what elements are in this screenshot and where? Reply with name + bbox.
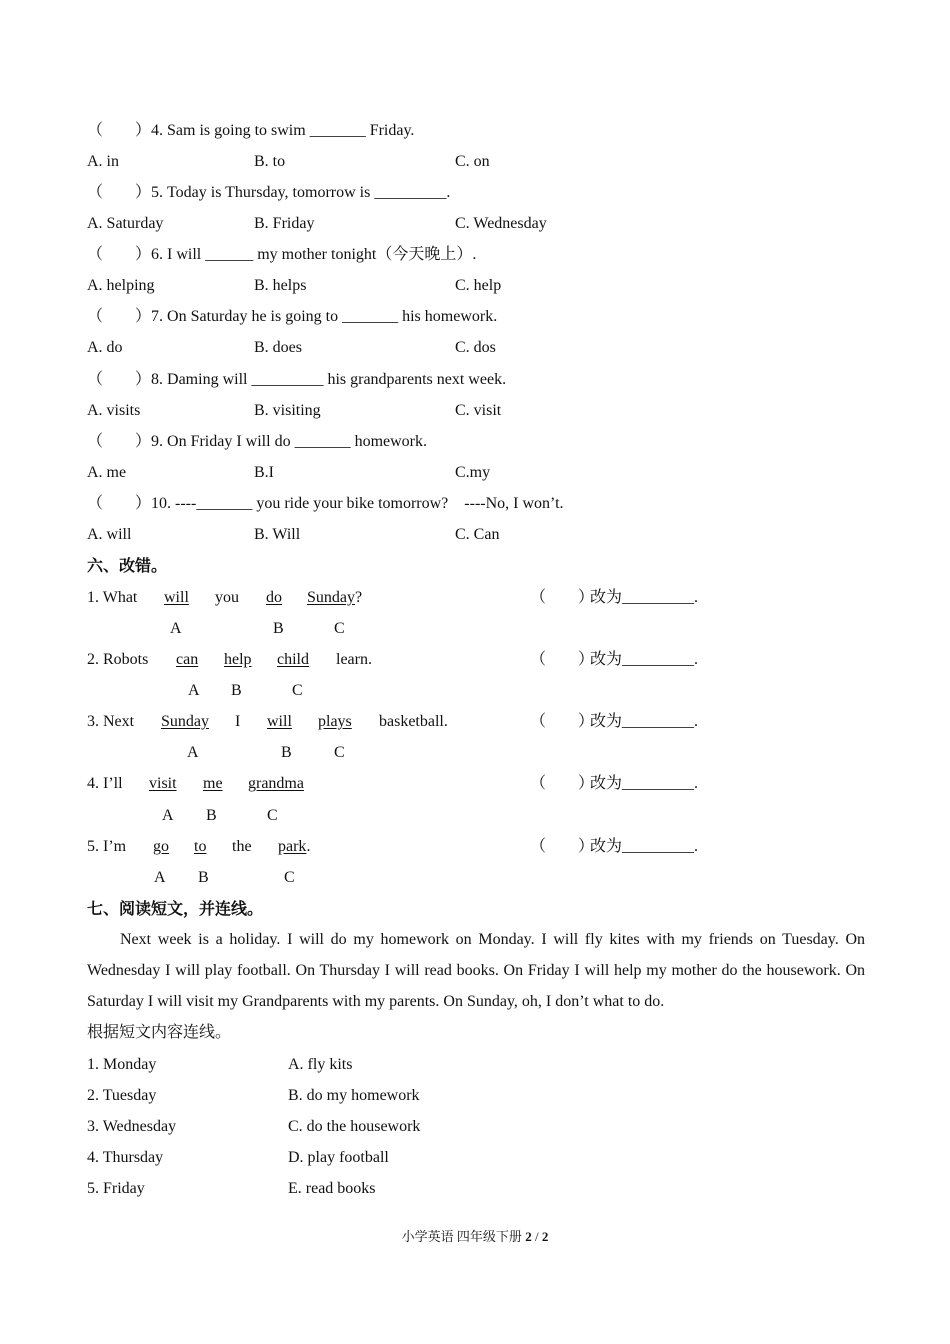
underlined-word-a: will <box>164 589 189 606</box>
underlined-word-c: park <box>278 838 307 855</box>
answer-paren: （ ） <box>530 775 595 792</box>
option-c: C. help <box>455 277 502 294</box>
label-b: B <box>198 869 209 886</box>
footer-subject: 小学英语 四年级下册 <box>401 1229 526 1244</box>
answer-paren: （ ） <box>530 651 595 668</box>
word: you <box>215 589 239 606</box>
section-6-title: 六、改错。 <box>87 556 168 575</box>
underlined-word-b: help <box>224 651 252 668</box>
answer-paren: （ ） <box>87 122 152 139</box>
option-a: A. do <box>87 339 123 356</box>
answer-paren: （ ） <box>530 838 595 855</box>
option-c: C.my <box>455 464 491 481</box>
change-to: 改为_________. <box>590 775 699 792</box>
period: . <box>306 838 311 855</box>
question-10: （ ）10. ----_______ you ride your bike tomorrow? ----No, I won’t. <box>87 495 564 512</box>
label-a: A <box>187 744 199 761</box>
underlined-word-b: me <box>203 775 223 792</box>
match-right-item: B. do my homework <box>288 1087 420 1104</box>
label-c: C <box>267 807 278 824</box>
option-a: A. visits <box>87 402 141 419</box>
answer-paren: （ ） <box>87 246 152 263</box>
option-b: B. Will <box>254 526 301 543</box>
label-a: A <box>162 807 174 824</box>
change-to: 改为_________. <box>590 589 699 606</box>
word: I <box>235 713 241 730</box>
underlined-word-b: to <box>194 838 207 855</box>
answer-paren: （ ） <box>87 433 152 450</box>
option-a: A. helping <box>87 277 155 294</box>
change-to: 改为_________. <box>590 838 699 855</box>
option-c: C. Can <box>455 526 500 543</box>
label-a: A <box>154 869 166 886</box>
label-b: B <box>281 744 292 761</box>
answer-paren: （ ） <box>87 371 152 388</box>
underlined-word-a: Sunday <box>161 713 209 730</box>
option-c: C. Wednesday <box>455 215 547 232</box>
change-to: 改为_________. <box>590 651 699 668</box>
match-right-item: A. fly kits <box>288 1056 353 1073</box>
reading-passage: Next week is a holiday. I will do my homework on Monday. I will fly kites with my friends on Tuesday. On Wednesday I will play football. On Thursday I will read books. On Friday I will help my mother do the housework. On Saturday I will visit my Grandparents with my parents. On Sunday, oh, I don’t what to do. <box>87 931 865 1010</box>
answer-paren: （ ） <box>87 184 152 201</box>
option-b: B.I <box>254 464 274 481</box>
label-b: B <box>231 682 242 699</box>
answer-paren: （ ） <box>530 713 595 730</box>
underlined-word-c: grandma <box>248 775 304 792</box>
answer-paren: （ ） <box>87 308 152 325</box>
label-a: A <box>188 682 200 699</box>
match-right-item: E. read books <box>288 1180 376 1197</box>
match-left-item: 4. Thursday <box>87 1149 164 1166</box>
option-b: B. Friday <box>254 215 315 232</box>
footer-page-total: 2 <box>541 1229 549 1244</box>
match-right-item: D. play football <box>288 1149 389 1166</box>
label-b: B <box>206 807 217 824</box>
word: basketball. <box>379 713 448 730</box>
underlined-word-c-wrap <box>278 837 310 857</box>
underlined-word-c: child <box>277 651 309 668</box>
question-7: （ ）7. On Saturday he is going to _______ his homework. <box>87 308 498 325</box>
footer-separator: / <box>531 1229 542 1244</box>
label-c: C <box>334 744 345 761</box>
underlined-word-c: plays <box>318 713 352 730</box>
match-left-item: 5. Friday <box>87 1180 145 1197</box>
label-c: C <box>284 869 295 886</box>
option-a: A. in <box>87 153 119 170</box>
option-a: A. Saturday <box>87 215 164 232</box>
answer-paren: （ ） <box>530 589 595 606</box>
question-5: （ ）5. Today is Thursday, tomorrow is _________. <box>87 184 451 201</box>
option-a: A. me <box>87 464 127 481</box>
word: the <box>232 838 252 855</box>
label-b: B <box>273 620 284 637</box>
underlined-word-b: will <box>267 713 292 730</box>
question-9: （ ）9. On Friday I will do _______ homework. <box>87 433 427 450</box>
word: 3. Next <box>87 713 135 730</box>
section-7-title: 七、阅读短文，并连线。 <box>87 899 264 918</box>
option-b: B. visiting <box>254 402 321 419</box>
word: 2. Robots <box>87 651 149 668</box>
footer-page-number: 2 <box>525 1229 532 1244</box>
underlined-word-a: can <box>176 651 199 668</box>
match-left-item: 3. Wednesday <box>87 1118 177 1135</box>
match-left-item: 2. Tuesday <box>87 1087 157 1104</box>
option-b: B. helps <box>254 277 307 294</box>
match-left-item: 1. Monday <box>87 1056 157 1073</box>
match-instruction: 根据短文内容连线。 <box>87 1024 232 1041</box>
option-b: B. does <box>254 339 302 356</box>
question-mark: ? <box>355 589 363 606</box>
page-footer <box>0 1226 950 1245</box>
question-4: （ ）4. Sam is going to swim _______ Friday. <box>87 122 415 139</box>
label-c: C <box>292 682 303 699</box>
change-to: 改为_________. <box>590 713 699 730</box>
label-a: A <box>170 620 182 637</box>
question-6: （ ）6. I will ______ my mother tonight（今天晚上）. <box>87 246 477 263</box>
underlined-word-c: Sunday <box>307 589 355 606</box>
word: 1. What <box>87 589 138 606</box>
answer-paren: （ ） <box>87 495 152 512</box>
underlined-word-b: do <box>266 589 282 606</box>
word: learn. <box>336 651 372 668</box>
option-a: A. will <box>87 526 132 543</box>
question-8: （ ）8. Daming will _________ his grandparents next week. <box>87 371 507 388</box>
word: 4. I’ll <box>87 775 123 792</box>
option-c: C. visit <box>455 402 502 419</box>
match-right-item: C. do the housework <box>288 1118 421 1135</box>
underlined-word-a: go <box>153 838 169 855</box>
option-c: C. dos <box>455 339 496 356</box>
option-b: B. to <box>254 153 286 170</box>
label-c: C <box>334 620 345 637</box>
word: 5. I’m <box>87 838 127 855</box>
option-c: C. on <box>455 153 490 170</box>
underlined-word-c-wrap <box>307 588 362 608</box>
underlined-word-a: visit <box>149 775 177 792</box>
